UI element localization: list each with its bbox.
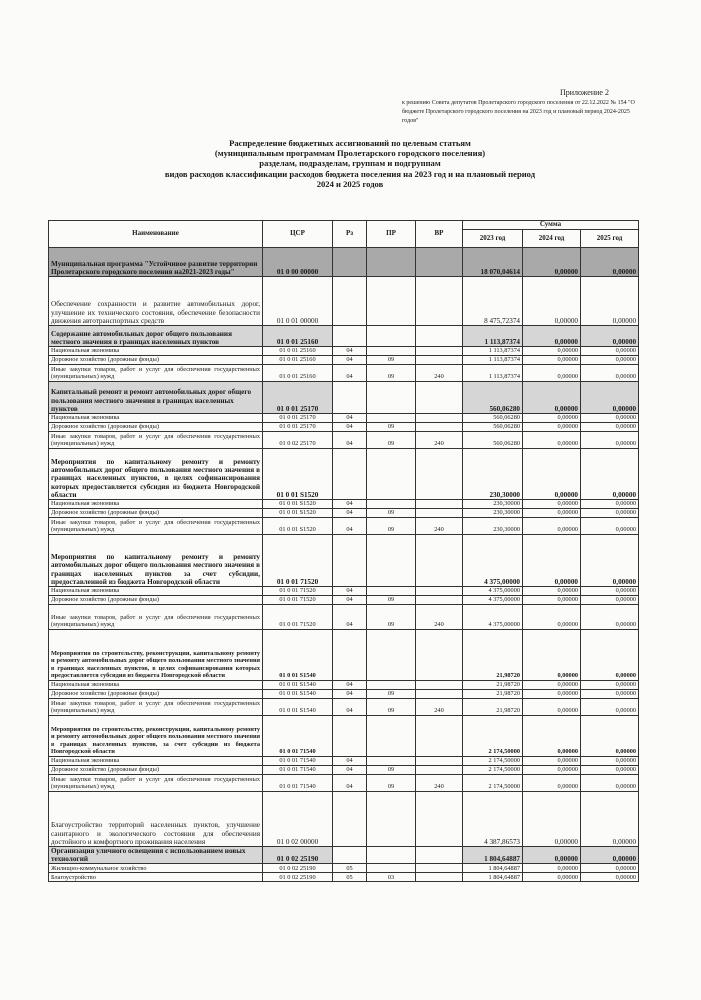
title-line: Распределение бюджетных ассигнований по целевым статьям — [229, 138, 471, 148]
row-rz — [333, 449, 367, 500]
table-row — [49, 518, 639, 535]
row-rz: 04 — [333, 509, 367, 518]
row-sum-2024: 0,00000 — [523, 365, 581, 382]
row-vr — [416, 382, 463, 414]
row-rz — [333, 326, 367, 347]
row-vr — [416, 535, 463, 587]
row-name: Национальная экономика — [49, 347, 263, 356]
row-name: Иные закупки товаров, работ и услуг для обеспечения государственных (муниципальных) нужд — [49, 365, 263, 382]
row-sum-2023: 230,30000 — [463, 449, 523, 500]
row-pr — [367, 414, 416, 423]
row-sum-2024: 0,00000 — [523, 449, 581, 500]
row-sum-2024: 0,00000 — [523, 596, 581, 605]
row-sum-2023: 230,30000 — [463, 509, 523, 518]
row-csr: 01 0 01 25170 — [263, 382, 333, 414]
row-sum-2023: 1 804,64887 — [463, 847, 523, 864]
row-csr: 01 0 01 71540 — [263, 775, 333, 792]
table-row — [49, 277, 639, 326]
table-row — [49, 699, 639, 716]
document-title — [110, 138, 590, 189]
header-pr: ПР — [367, 221, 416, 248]
table-row — [49, 690, 639, 699]
row-sum-2023: 4 375,00000 — [463, 535, 523, 587]
row-sum-2024: 0,00000 — [523, 757, 581, 766]
row-pr — [367, 587, 416, 596]
row-sum-2025: 0,00000 — [581, 509, 639, 518]
row-name: Жилищно-коммунальное хозяйство — [49, 864, 263, 873]
row-sum-2024: 0,00000 — [523, 509, 581, 518]
row-sum-2025: 0,00000 — [581, 248, 639, 277]
row-name: Иные закупки товаров, работ и услуг для обеспечения государственных (муниципальных) нужд — [49, 605, 263, 630]
row-rz: 04 — [333, 365, 367, 382]
row-pr: 09 — [367, 356, 416, 365]
row-sum-2023: 1 113,87374 — [463, 347, 523, 356]
row-sum-2025: 0,00000 — [581, 365, 639, 382]
table-row — [49, 326, 639, 347]
row-pr — [367, 535, 416, 587]
table-row — [49, 792, 639, 847]
row-sum-2024: 0,00000 — [523, 864, 581, 873]
row-rz: 04 — [333, 587, 367, 596]
row-sum-2025: 0,00000 — [581, 766, 639, 775]
row-csr: 01 0 02 25190 — [263, 847, 333, 864]
row-pr: 09 — [367, 432, 416, 449]
row-pr — [367, 347, 416, 356]
row-rz — [333, 792, 367, 847]
row-vr — [416, 248, 463, 277]
row-csr: 01 0 01 25160 — [263, 326, 333, 347]
row-name: Обеспечение сохранности и развитие автомобильных дорог, улучшение их технического состояния, обеспечение безопасности движения автотранспортных средств — [49, 277, 263, 326]
row-pr — [367, 500, 416, 509]
table-row — [49, 864, 639, 873]
title-line: разделам, подразделам, группам и подгруппам — [259, 158, 441, 169]
header-name: Наименование — [49, 221, 263, 248]
row-sum-2023: 1 804,64887 — [463, 864, 523, 873]
row-pr: 09 — [367, 690, 416, 699]
row-name: Муниципальная программа "Устойчивое развитие территории Пролетарского городского поселения на2021-2023 годы" — [49, 248, 263, 277]
row-csr: 01 0 01 S1540 — [263, 699, 333, 716]
row-sum-2024: 0,00000 — [523, 587, 581, 596]
row-name: Национальная экономика — [49, 681, 263, 690]
row-rz: 05 — [333, 864, 367, 873]
row-rz — [333, 716, 367, 757]
row-csr: 01 0 02 25170 — [263, 432, 333, 449]
row-sum-2024: 0,00000 — [523, 873, 581, 882]
row-vr — [416, 587, 463, 596]
row-rz: 04 — [333, 699, 367, 716]
row-name: Дорожное хозяйство (дорожные фонды) — [49, 509, 263, 518]
row-sum-2025: 0,00000 — [581, 356, 639, 365]
row-sum-2023: 560,06280 — [463, 423, 523, 432]
row-sum-2023: 2 174,50000 — [463, 716, 523, 757]
row-sum-2024: 0,00000 — [523, 535, 581, 587]
row-csr: 01 0 02 00000 — [263, 792, 333, 847]
row-name: Организация уличного освещения с использованием новых технологий — [49, 847, 263, 864]
row-pr — [367, 382, 416, 414]
table-row — [49, 605, 639, 630]
table-row — [49, 587, 639, 596]
row-csr: 01 0 01 25170 — [263, 414, 333, 423]
row-vr — [416, 864, 463, 873]
row-sum-2023: 21,98720 — [463, 630, 523, 681]
row-csr: 01 0 01 71520 — [263, 605, 333, 630]
row-sum-2023: 2 174,50000 — [463, 766, 523, 775]
row-sum-2024: 0,00000 — [523, 423, 581, 432]
row-pr: 09 — [367, 699, 416, 716]
row-sum-2023: 1 804,64887 — [463, 873, 523, 882]
row-csr: 01 0 02 25190 — [263, 873, 333, 882]
row-vr — [416, 414, 463, 423]
row-vr — [416, 690, 463, 699]
row-csr: 01 0 01 71540 — [263, 757, 333, 766]
row-name: Благоустройство территорий населенных пунктов, улучшение санитарного и экологического состояния для обеспечения достойного и комфортного проживания населения — [49, 792, 263, 847]
row-rz: 04 — [333, 423, 367, 432]
row-sum-2025: 0,00000 — [581, 535, 639, 587]
row-rz: 04 — [333, 356, 367, 365]
row-sum-2023: 4 387,86573 — [463, 792, 523, 847]
row-sum-2025: 0,00000 — [581, 605, 639, 630]
row-pr: 09 — [367, 596, 416, 605]
row-sum-2024: 0,00000 — [523, 518, 581, 535]
table-row — [49, 757, 639, 766]
row-name: Благоустройство — [49, 873, 263, 882]
row-rz — [333, 847, 367, 864]
row-name: Дорожное хозяйство (дорожные фонды) — [49, 596, 263, 605]
row-sum-2025: 0,00000 — [581, 518, 639, 535]
row-pr: 09 — [367, 365, 416, 382]
row-sum-2024: 0,00000 — [523, 432, 581, 449]
row-sum-2023: 1 113,87374 — [463, 356, 523, 365]
row-sum-2024: 0,00000 — [523, 775, 581, 792]
row-rz — [333, 248, 367, 277]
row-sum-2025: 0,00000 — [581, 775, 639, 792]
row-sum-2024: 0,00000 — [523, 248, 581, 277]
row-sum-2024: 0,00000 — [523, 716, 581, 757]
row-vr — [416, 630, 463, 681]
row-pr — [367, 792, 416, 847]
row-sum-2023: 560,06280 — [463, 382, 523, 414]
row-rz: 04 — [333, 681, 367, 690]
row-sum-2023: 4 375,00000 — [463, 605, 523, 630]
table-row — [49, 248, 639, 277]
table-row — [49, 382, 639, 414]
row-sum-2024: 0,00000 — [523, 382, 581, 414]
row-vr: 240 — [416, 432, 463, 449]
row-pr: 09 — [367, 766, 416, 775]
row-vr — [416, 792, 463, 847]
header-csr: ЦСР — [263, 221, 333, 248]
row-pr — [367, 248, 416, 277]
row-sum-2024: 0,00000 — [523, 847, 581, 864]
row-sum-2024: 0,00000 — [523, 630, 581, 681]
row-vr — [416, 766, 463, 775]
row-sum-2024: 0,00000 — [523, 414, 581, 423]
row-sum-2024: 0,00000 — [523, 326, 581, 347]
row-pr — [367, 326, 416, 347]
row-csr: 01 0 00 00000 — [263, 248, 333, 277]
table-row — [49, 766, 639, 775]
row-rz: 04 — [333, 414, 367, 423]
row-vr — [416, 277, 463, 326]
row-sum-2024: 0,00000 — [523, 347, 581, 356]
row-pr: 09 — [367, 775, 416, 792]
row-rz: 04 — [333, 605, 367, 630]
title-line: 2024 и 2025 годов — [316, 178, 384, 189]
row-vr: 240 — [416, 365, 463, 382]
header-2025: 2025 год — [581, 230, 639, 248]
row-rz: 04 — [333, 518, 367, 535]
table-row — [49, 432, 639, 449]
row-name: Содержание автомобильных дорог общего пользования местного значения в границах населенных пунктов — [49, 326, 263, 347]
row-sum-2023: 21,98720 — [463, 699, 523, 716]
row-sum-2025: 0,00000 — [581, 500, 639, 509]
row-name: Мероприятия по строительству, реконструкции, капитальному ремонту и ремонту автомобильных дорог общего пользования местного значения в границах населенных пунктов, в целях софинансирования которых предоставляется субсидия из бюджета Новгородской области — [49, 630, 263, 681]
row-name: Иные закупки товаров, работ и услуг для обеспечения государственных (муниципальных) нужд — [49, 518, 263, 535]
row-sum-2023: 21,98720 — [463, 690, 523, 699]
row-csr: 01 0 01 S1520 — [263, 500, 333, 509]
row-sum-2024: 0,00000 — [523, 690, 581, 699]
table-row — [49, 449, 639, 500]
row-pr: 03 — [367, 873, 416, 882]
row-sum-2025: 0,00000 — [581, 596, 639, 605]
row-sum-2024: 0,00000 — [523, 356, 581, 365]
row-name: Мероприятия по строительству, реконструкции, капитальному ремонту и ремонту автомобильных дорог общего пользования местного значения в границах населенных пунктов, за счет субсидии из бюджета Новгородской области — [49, 716, 263, 757]
row-pr: 09 — [367, 423, 416, 432]
row-csr: 01 0 01 S1520 — [263, 449, 333, 500]
row-name: Иные закупки товаров, работ и услуг для обеспечения государственных (муниципальных) нужд — [49, 775, 263, 792]
title-line: видов расходов классификации расходов бюджета поселения на 2023 год и на плановый период — [164, 168, 536, 179]
row-name: Дорожное хозяйство (дорожные фонды) — [49, 356, 263, 365]
table-row — [49, 347, 639, 356]
row-sum-2023: 1 113,87374 — [463, 326, 523, 347]
row-sum-2023: 230,30000 — [463, 518, 523, 535]
row-rz: 04 — [333, 690, 367, 699]
row-csr: 01 0 01 S1540 — [263, 681, 333, 690]
row-sum-2025: 0,00000 — [581, 681, 639, 690]
budget-table — [48, 220, 639, 882]
row-csr: 01 0 01 25160 — [263, 356, 333, 365]
row-sum-2025: 0,00000 — [581, 449, 639, 500]
row-rz — [333, 535, 367, 587]
row-csr: 01 0 01 25160 — [263, 347, 333, 356]
row-sum-2025: 0,00000 — [581, 792, 639, 847]
row-sum-2024: 0,00000 — [523, 500, 581, 509]
row-sum-2023: 560,06280 — [463, 414, 523, 423]
table-row — [49, 365, 639, 382]
row-vr — [416, 681, 463, 690]
row-sum-2023: 21,98720 — [463, 681, 523, 690]
row-sum-2023: 2 174,50000 — [463, 757, 523, 766]
table-row — [49, 681, 639, 690]
row-vr — [416, 449, 463, 500]
row-sum-2025: 0,00000 — [581, 699, 639, 716]
row-rz: 04 — [333, 766, 367, 775]
row-vr: 240 — [416, 605, 463, 630]
row-pr — [367, 449, 416, 500]
row-sum-2023: 560,06280 — [463, 432, 523, 449]
row-csr: 01 0 01 71540 — [263, 716, 333, 757]
row-sum-2025: 0,00000 — [581, 382, 639, 414]
header-rz: Рз — [333, 221, 367, 248]
row-csr: 01 0 01 S1520 — [263, 509, 333, 518]
row-rz — [333, 630, 367, 681]
table-body — [49, 248, 639, 882]
row-name: Национальная экономика — [49, 587, 263, 596]
row-csr: 01 0 01 00000 — [263, 277, 333, 326]
row-rz: 04 — [333, 500, 367, 509]
table-row — [49, 414, 639, 423]
row-name: Иные закупки товаров, работ и услуг для обеспечения государственных (муниципальных) нужд — [49, 699, 263, 716]
row-sum-2025: 0,00000 — [581, 873, 639, 882]
row-vr — [416, 326, 463, 347]
row-csr: 01 0 02 25190 — [263, 864, 333, 873]
row-sum-2025: 0,00000 — [581, 847, 639, 864]
table-row — [49, 509, 639, 518]
row-csr: 01 0 01 25160 — [263, 365, 333, 382]
row-sum-2025: 0,00000 — [581, 630, 639, 681]
row-name: Капитальный ремонт и ремонт автомобильных дорог общего пользования местного значения в границах населенных пунктов — [49, 382, 263, 414]
row-sum-2024: 0,00000 — [523, 605, 581, 630]
row-vr: 240 — [416, 775, 463, 792]
row-sum-2023: 4 375,00000 — [463, 596, 523, 605]
row-sum-2024: 0,00000 — [523, 792, 581, 847]
row-rz: 04 — [333, 596, 367, 605]
row-rz — [333, 382, 367, 414]
header-2023: 2023 год — [463, 230, 523, 248]
row-vr — [416, 356, 463, 365]
table-row — [49, 630, 639, 681]
row-pr — [367, 757, 416, 766]
row-sum-2025: 0,00000 — [581, 423, 639, 432]
row-vr: 240 — [416, 699, 463, 716]
row-name: Дорожное хозяйство (дорожные фонды) — [49, 423, 263, 432]
header-sum: Сумма — [463, 221, 639, 230]
row-sum-2025: 0,00000 — [581, 716, 639, 757]
row-rz: 05 — [333, 873, 367, 882]
row-sum-2025: 0,00000 — [581, 432, 639, 449]
row-sum-2024: 0,00000 — [523, 681, 581, 690]
row-pr — [367, 630, 416, 681]
row-name: Мероприятия по капитальному ремонту и ремонту автомобильных дорог общего пользования местного значения в границах населенных пунктов за счет субсидии, предоставленной из бюджета Новгородской области — [49, 535, 263, 587]
table-row — [49, 423, 639, 432]
row-rz: 04 — [333, 757, 367, 766]
row-rz: 04 — [333, 432, 367, 449]
row-rz: 04 — [333, 347, 367, 356]
row-sum-2025: 0,00000 — [581, 864, 639, 873]
row-sum-2024: 0,00000 — [523, 277, 581, 326]
row-sum-2023: 18 070,04614 — [463, 248, 523, 277]
row-vr — [416, 423, 463, 432]
row-rz — [333, 277, 367, 326]
row-sum-2025: 0,00000 — [581, 690, 639, 699]
row-vr — [416, 347, 463, 356]
row-sum-2025: 0,00000 — [581, 414, 639, 423]
table-row — [49, 500, 639, 509]
row-vr — [416, 509, 463, 518]
row-pr — [367, 847, 416, 864]
row-sum-2025: 0,00000 — [581, 347, 639, 356]
row-pr: 09 — [367, 518, 416, 535]
title-line: (муниципальным программам Пролетарского городского поселения) — [214, 148, 486, 159]
row-sum-2023: 8 475,72374 — [463, 277, 523, 326]
row-pr — [367, 681, 416, 690]
row-name: Мероприятия по капитальному ремонту и ремонту автомобильных дорог общего пользования местного значения в границах населенных пунктов, в целях софинансирования которых предоставляется субсидия из бюджета Новгородской области — [49, 449, 263, 500]
row-vr — [416, 596, 463, 605]
table-row — [49, 596, 639, 605]
table-row — [49, 847, 639, 864]
row-rz: 04 — [333, 775, 367, 792]
header-2024: 2024 год — [523, 230, 581, 248]
row-csr: 01 0 01 S1540 — [263, 630, 333, 681]
row-name: Национальная экономика — [49, 500, 263, 509]
row-sum-2025: 0,00000 — [581, 326, 639, 347]
table-row — [49, 356, 639, 365]
row-vr — [416, 873, 463, 882]
row-csr: 01 0 01 71520 — [263, 535, 333, 587]
row-name: Дорожное хозяйство (дорожные фонды) — [49, 690, 263, 699]
row-vr — [416, 716, 463, 757]
row-csr: 01 0 01 S1540 — [263, 690, 333, 699]
row-name: Национальная экономика — [49, 414, 263, 423]
row-pr — [367, 277, 416, 326]
row-vr — [416, 757, 463, 766]
row-sum-2023: 4 375,00000 — [463, 587, 523, 596]
table-row — [49, 775, 639, 792]
row-sum-2025: 0,00000 — [581, 587, 639, 596]
row-pr — [367, 716, 416, 757]
row-name: Дорожное хозяйство (дорожные фонды) — [49, 766, 263, 775]
appendix-label: Приложение 2 — [560, 88, 609, 97]
row-sum-2023: 2 174,50000 — [463, 775, 523, 792]
row-pr: 09 — [367, 509, 416, 518]
row-vr — [416, 847, 463, 864]
row-name: Национальная экономика — [49, 757, 263, 766]
row-sum-2023: 230,30000 — [463, 500, 523, 509]
row-csr: 01 0 01 71520 — [263, 596, 333, 605]
table-row — [49, 873, 639, 882]
table-row — [49, 535, 639, 587]
decision-reference: к решению Совета депутатов Пролетарского городского поселения от 22.12.2022 № 154 "О бюджете Пролетарского городского поселения на 2023 год и плановый период 2024-2025 годов" — [402, 100, 635, 124]
row-name: Иные закупки товаров, работ и услуг для обеспечения государственных (муниципальных) нужд — [49, 432, 263, 449]
row-pr: 09 — [367, 605, 416, 630]
row-vr: 240 — [416, 518, 463, 535]
header-vr: ВР — [416, 221, 463, 248]
row-csr: 01 0 01 71520 — [263, 587, 333, 596]
row-csr: 01 0 01 S1520 — [263, 518, 333, 535]
row-sum-2024: 0,00000 — [523, 699, 581, 716]
row-sum-2024: 0,00000 — [523, 766, 581, 775]
row-pr — [367, 864, 416, 873]
table-row — [49, 716, 639, 757]
row-vr — [416, 500, 463, 509]
row-csr: 01 0 01 71540 — [263, 766, 333, 775]
row-sum-2025: 0,00000 — [581, 277, 639, 326]
row-sum-2025: 0,00000 — [581, 757, 639, 766]
row-csr: 01 0 01 25170 — [263, 423, 333, 432]
row-sum-2023: 1 113,87374 — [463, 365, 523, 382]
